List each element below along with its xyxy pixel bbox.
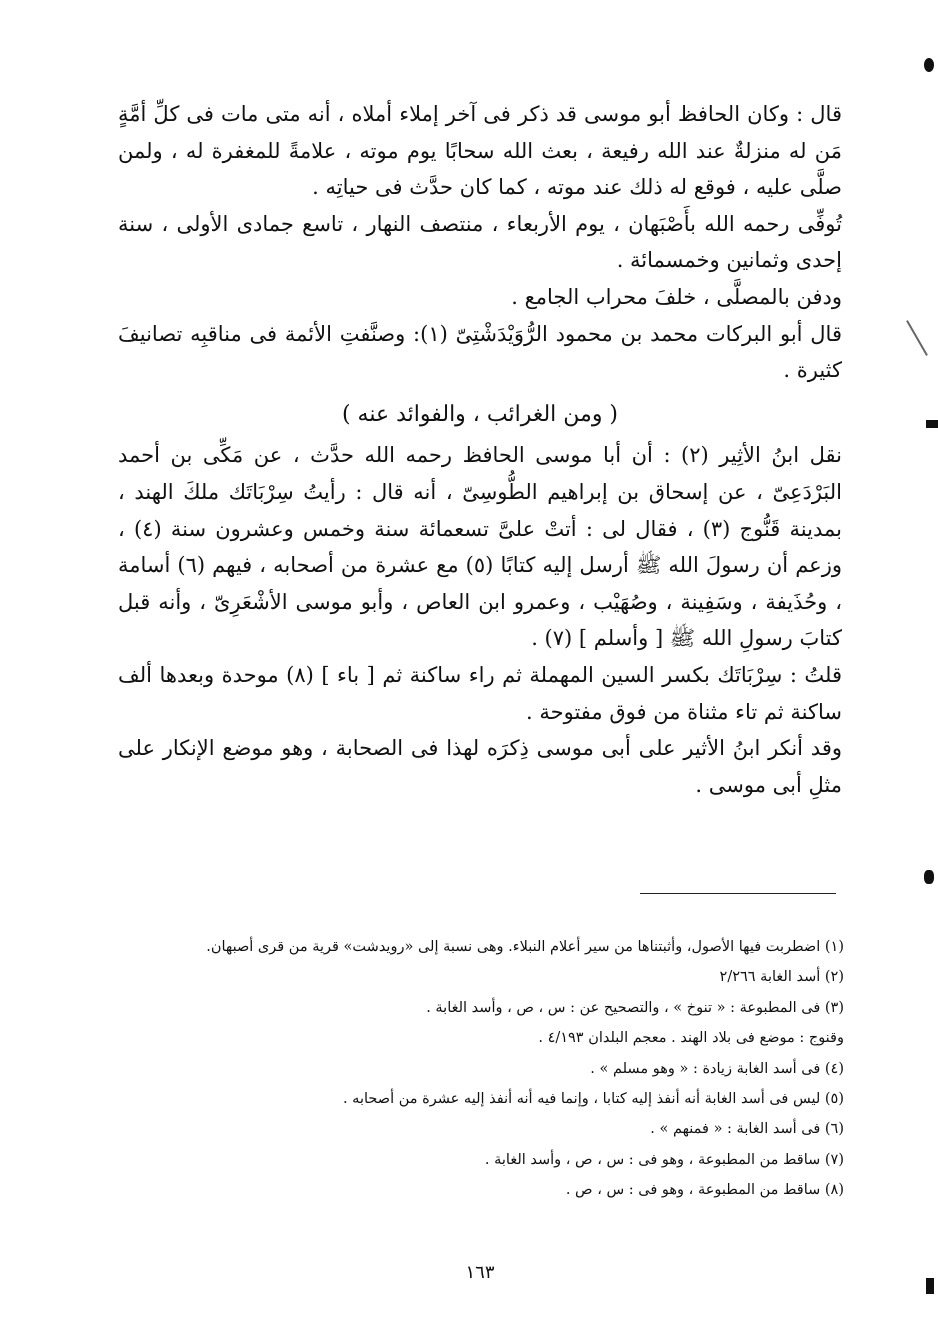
scan-mark [924, 58, 934, 72]
footnote: (٥) ليس فى أسد الغابة أنه أنفذ إليه كتابا ، وإنما فيه أنه أنفذ إليه عشرة من أصحابه . [342, 1091, 844, 1108]
paragraph-ibn-athir-objection: وقد أنكر ابنُ الأثير على أبى موسى ذِكرَه لهذا فى الصحابة ، وهو موضع الإنكار على مثلِ أبى موسى . [118, 736, 842, 797]
scan-stroke [906, 320, 928, 356]
section-heading: ( ومن الغرائب ، والفوائد عنه ) [341, 401, 619, 427]
footnote: (٣) فى المطبوعة : « تنوخ » ، والتصحيح عن : س ، ص ، وأسد الغابة . [426, 999, 844, 1016]
paragraph-sirbatak-note: قلتُ : سِرْبَاتَك بكسر السين المهملة ثم راء ساكنة ثم [ باء ] (٨) موحدة وبعدها ألف ساكنة ثم تاء مثناة من فوق مفتوحة . [118, 662, 842, 724]
footnote: (٨) ساقط من المطبوعة ، وهو فى : س ، ص . [565, 1182, 844, 1199]
footnote: (٦) فى أسد الغابة : « فمنهم » . [650, 1121, 844, 1138]
paragraph-ibn-athir-report: نقل ابنُ الأثِير (٢) : أن أبا موسى الحافظ رحمه الله حدَّث ، عن مَكِّى بن أحمد البَرْدَعِىّ ، عن إسحاق بن إبراهيم الطُّوسِىّ ، أنه قال : رأيتُ سِرْبَاتَك ملكَ الهند ، بمدينة قَنُّوج (٣) ، فقال لى : أتتْ علىَّ تسعمائة سنة وخمس وعشرون سنة (٤) ، وزعم أن رسولَ الله ﷺ أرسل إليه كتابًا (٥) مع عشرة من أصحابه ، فيهم (٦) أسامة ، وحُذَيفة ، وسَفِينة ، وصُهَيْب ، وعمرو ابن العاص ، وأبو موسى الأشْعَرِىّ ، وأنه قبل كتابَ رسولِ الله ﷺ [ وأسلم ] (٧) . [118, 443, 842, 651]
footnote-continuation: وقنوج : موضع فى بلاد الهند . معجم البلدان ٤/١٩٣ . [538, 1030, 844, 1047]
paragraph-death-date: تُوفِّى رحمه الله بأَصْبَهان ، يوم الأربعاء ، منتصف النهار ، تاسع جمادى الأولى ، سنة إحدى وثمانين وخمسمائة . [118, 211, 842, 273]
page-number: ١٦٣ [465, 1262, 495, 1283]
scan-mark [924, 870, 934, 884]
footnote: (١) اضطربت فيها الأصول، وأثبتناها من سير أعلام النبلاء. وهى نسبة إلى «رويدشت» قرية من قرى أصبهان. [206, 939, 844, 955]
footnotes [150, 932, 844, 1206]
footnote: (٤) فى أسد الغابة زيادة : « وهو مسلم » . [590, 1060, 844, 1077]
paragraph-death-cloud: قال : وكان الحافظ أبو موسى قد ذكر فى آخر إملاء أملاه ، أنه متى مات فى كلِّ أمَّةٍ مَن له منزلةٌ عند الله رفيعة ، بعث الله سحابًا يوم موته ، علامةً للمغفرة له ، ولمن صلَّى عليه ، فوقع له ذلك عند موته ، كما كان حدَّث فى حياتِه . [118, 102, 842, 200]
paragraph-abu-barakat: قال أبو البركات محمد بن محمود الرُّوَيْدَشْتِىّ (١): وصنَّفتِ الأئمة فى مناقبِه تصانيفَ كثيرة . [118, 321, 842, 383]
paragraph-burial: ودفن بالمصلَّى ، خلفَ محراب الجامع . [511, 284, 842, 309]
footnote-divider [640, 893, 836, 894]
footnote: (٢) أسد الغابة ٢/٢٦٦ [719, 969, 844, 986]
scan-mark [926, 420, 938, 428]
footnote: (٧) ساقط من المطبوعة ، وهو فى : س ، ص ، وأسد الغابة . [484, 1151, 844, 1168]
main-text [118, 96, 842, 803]
scan-mark [926, 1278, 934, 1294]
